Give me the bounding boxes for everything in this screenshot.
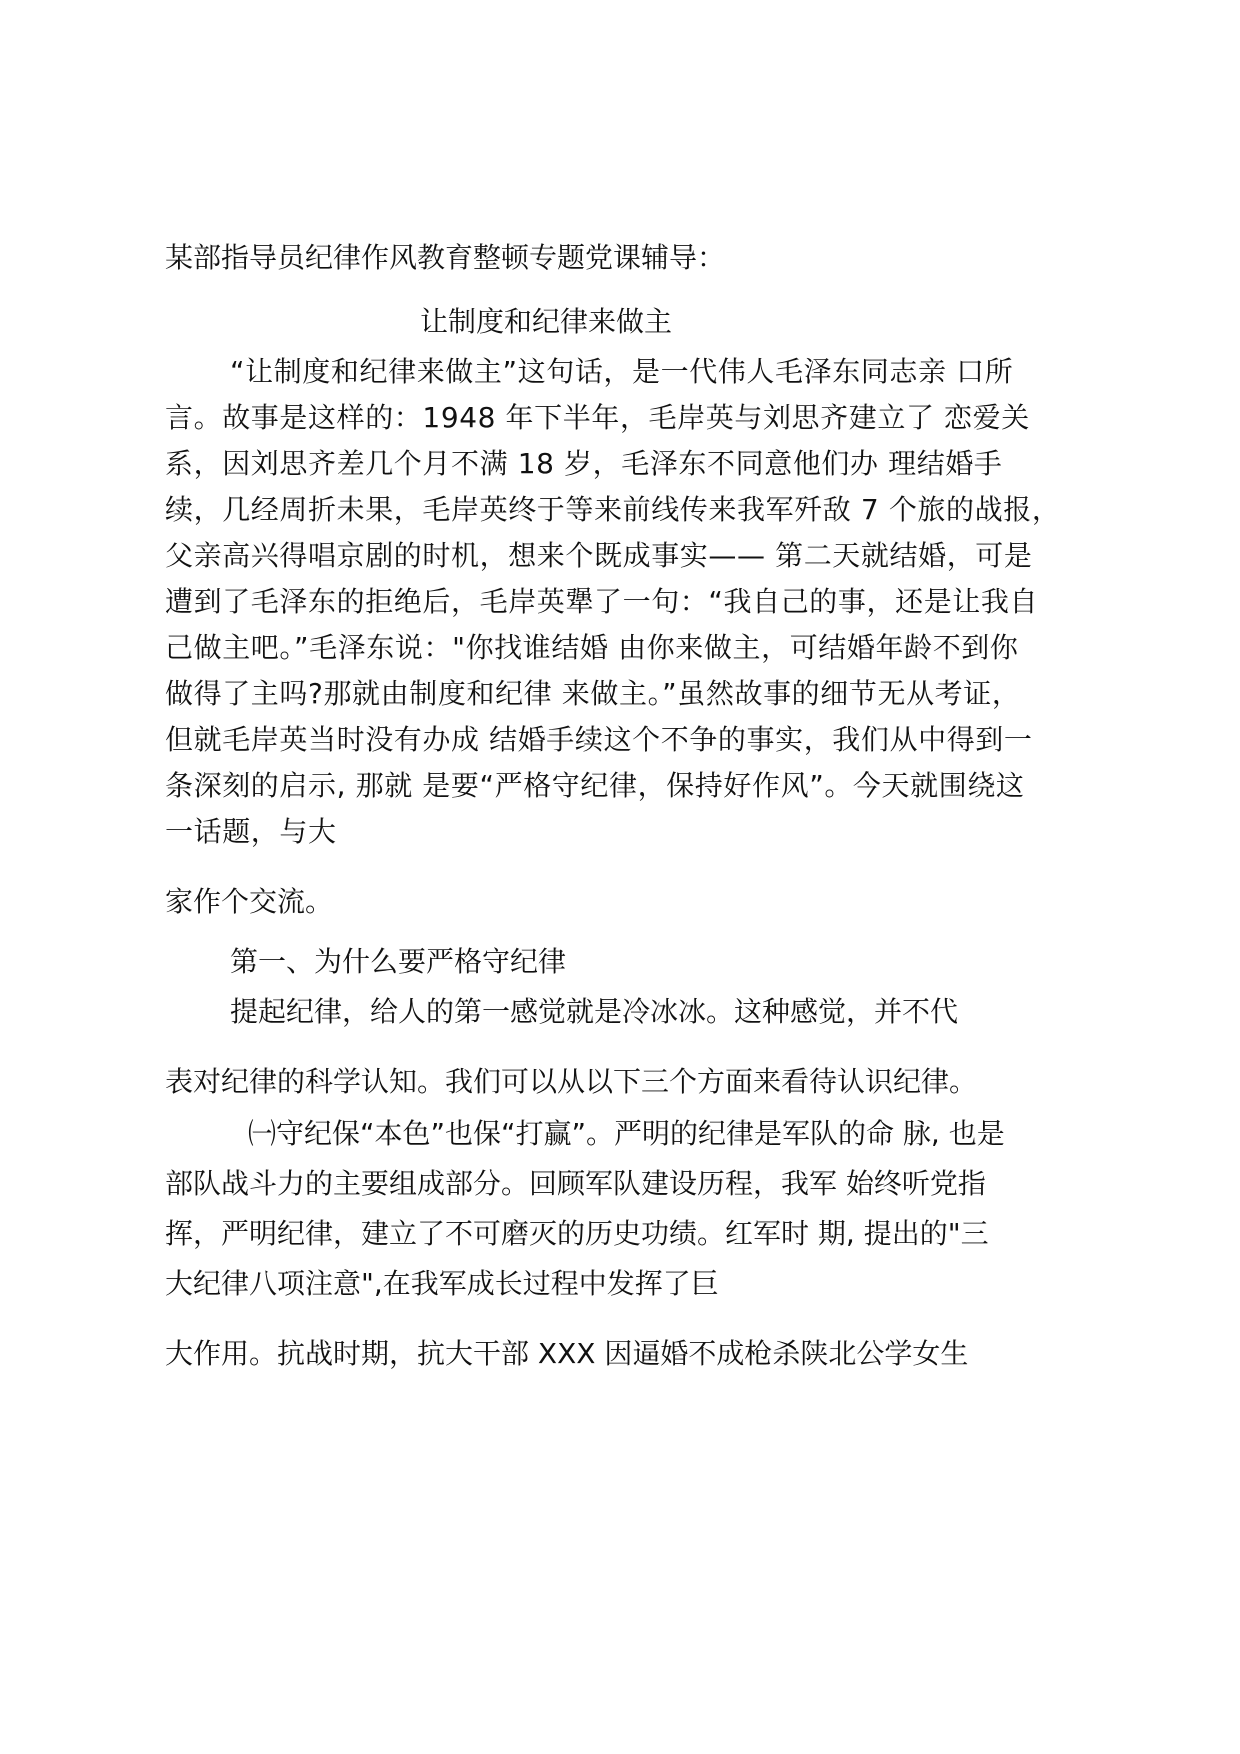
section-paragraph-line: 提起纪律，给人的第一感觉就是冷冰冰。这种感觉，并不代 [230, 995, 959, 1028]
document-title: 让制度和纪律来做主 [420, 305, 673, 338]
subsection-line: 大纪律八项注意",在我军成长过程中发挥了巨 [165, 1267, 719, 1300]
intro-tail-line: 家作个交流。 [165, 885, 334, 918]
subsection-line: ㈠守纪保“本色”也保“打赢”。严明的纪律是军队的命 脉, 也是 [248, 1117, 1005, 1150]
subsection-line: 部队战斗力的主要组成部分。回顾军队建设历程，我军 始终听党指 [165, 1167, 986, 1200]
intro-line: 系，因刘思齐差几个月不满 18 岁，毛泽东不同意他们办 理结婚手 [165, 447, 1003, 480]
intro-line: 条深刻的启示, 那就 是要“严格守纪律，保持好作风”。今天就围绕这 [165, 769, 1025, 802]
intro-line: 父亲高兴得唱京剧的时机，想来个既成事实—— 第二天就结婚，可是 [165, 539, 1033, 572]
intro-line: 言。故事是这样的：1948 年下半年，毛岸英与刘思齐建立了 恋爱关 [165, 401, 1030, 434]
intro-line: 但就毛岸英当时没有办成 结婚手续这个不争的事实，我们从中得到一 [165, 723, 1033, 756]
intro-line: 一话题，与大 [165, 815, 337, 848]
intro-line: 做得了主吗?那就由制度和纪律 来做主。”虽然故事的细节无从考证， [165, 677, 1021, 710]
document-header: 某部指导员纪律作风教育整顿专题党课辅导： [165, 241, 726, 274]
intro-line: 遭到了毛泽东的拒绝后，毛岸英犟了一句：“我自己的事，还是让我自 [165, 585, 1039, 618]
intro-line: 己做主吧。”毛泽东说："你找谁结婚 由你来做主，可结婚年龄不到你 [165, 631, 1019, 664]
subsection-line: 挥，严明纪律，建立了不可磨灭的历史功绩。红军时 期, 提出的"三 [165, 1217, 989, 1250]
intro-line: “让制度和纪律来做主”这句话，是一代伟人毛泽东同志亲 口所 [230, 355, 1014, 388]
section-paragraph-line: 表对纪律的科学认知。我们可以从以下三个方面来看待认识纪律。 [165, 1065, 978, 1098]
section-heading: 第一、为什么要严格守纪律 [230, 945, 567, 978]
subsection-line: 大作用。抗战时期，抗大干部 XXX 因逼婚不成枪杀陕北公学女生 [165, 1337, 969, 1370]
intro-line: 续，几经周折未果，毛岸英终于等来前线传来我军歼敌 7 个旅的战报， [165, 493, 1061, 526]
